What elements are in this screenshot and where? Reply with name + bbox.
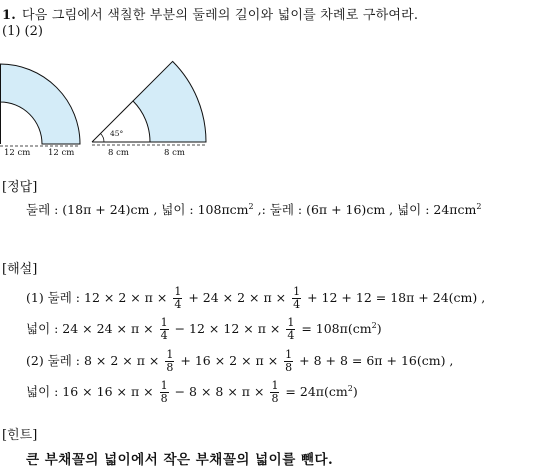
sol1-b: + 24 × 2 × π × [188,290,287,305]
question-title [2,4,418,23]
answer-body [26,200,481,218]
sol3-a: (2) 둘레 : 8 × 2 × π × [26,353,160,368]
fig2-label-inner: 8 cm [108,148,129,158]
sol3-frac-1: $\frac{1}{8}$ [166,348,174,374]
fig2-angle-label: 45° [110,129,124,138]
question-text: 다음 그림에서 색칠한 부분의 둘레의 길이와 넓이를 차례로 구하여라. [21,8,419,23]
answer-part-b: ,: 둘레 : (6π + 16)cm , 넓이 : 24πcm [253,202,477,217]
question-number: 1. [2,8,16,23]
sol3-frac-2: $\frac{1}{8}$ [285,348,293,374]
sol4-b: − 8 × 8 × π × [174,384,265,399]
answer-exp-b: 2 [476,201,482,211]
solution-header: [해설] [2,262,38,277]
sol1-a: (1) 둘레 : 12 × 2 × π × [26,290,168,305]
fig1-label-inner: 12 cm [4,148,31,158]
part-labels: (1) (2) [2,24,43,39]
solution-line-2 [26,317,382,342]
solution-line-4 [26,380,358,405]
answer-header: [정답] [2,180,38,195]
sol4-d: ) [352,384,358,399]
fig1-shaded-region [0,64,80,144]
sol4-frac-2: $\frac{1}{8}$ [271,379,279,405]
solution-line-3 [26,349,453,374]
sol4-c: = 24π(cm [285,384,348,399]
sol4-a: 넓이 : 16 × 16 × π × [26,384,154,399]
sol2-exp: 2 [371,320,377,330]
fig2-angle-arc [101,134,105,143]
sol2-a: 넓이 : 24 × 24 × π × [26,321,154,336]
solution-line-1 [26,286,485,311]
figures [0,54,240,164]
sol1-frac-1: $\frac{1}{4}$ [174,285,182,311]
sol2-d: ) [376,321,382,336]
fig2-label-outer: 8 cm [164,148,185,158]
sol2-frac-1: $\frac{1}{4}$ [160,316,168,342]
sol2-c: = 108π(cm [301,321,372,336]
sol1-c: + 12 + 12 = 18π + 24(cm) , [307,290,486,305]
sol3-c: + 8 + 8 = 6π + 16(cm) , [299,353,454,368]
answer-part-a: 둘레 : (18π + 24)cm , 넓이 : 108πcm [26,202,249,217]
fig1-label-outer: 12 cm [48,148,75,158]
sol2-frac-2: $\frac{1}{4}$ [287,316,295,342]
sol4-exp: 2 [347,383,353,393]
hint-text: 큰 부채꼴의 넓이에서 작은 부채꼴의 넓이를 뺀다. [26,452,334,468]
sol3-b: + 16 × 2 × π × [180,353,279,368]
answer-exp-a: 2 [248,201,254,211]
fig2-shaded-region [133,61,206,142]
sol2-b: − 12 × 12 × π × [174,321,281,336]
sol1-frac-2: $\frac{1}{4}$ [293,285,301,311]
sol4-frac-1: $\frac{1}{8}$ [160,379,168,405]
hint-header: [힌트] [2,428,38,443]
